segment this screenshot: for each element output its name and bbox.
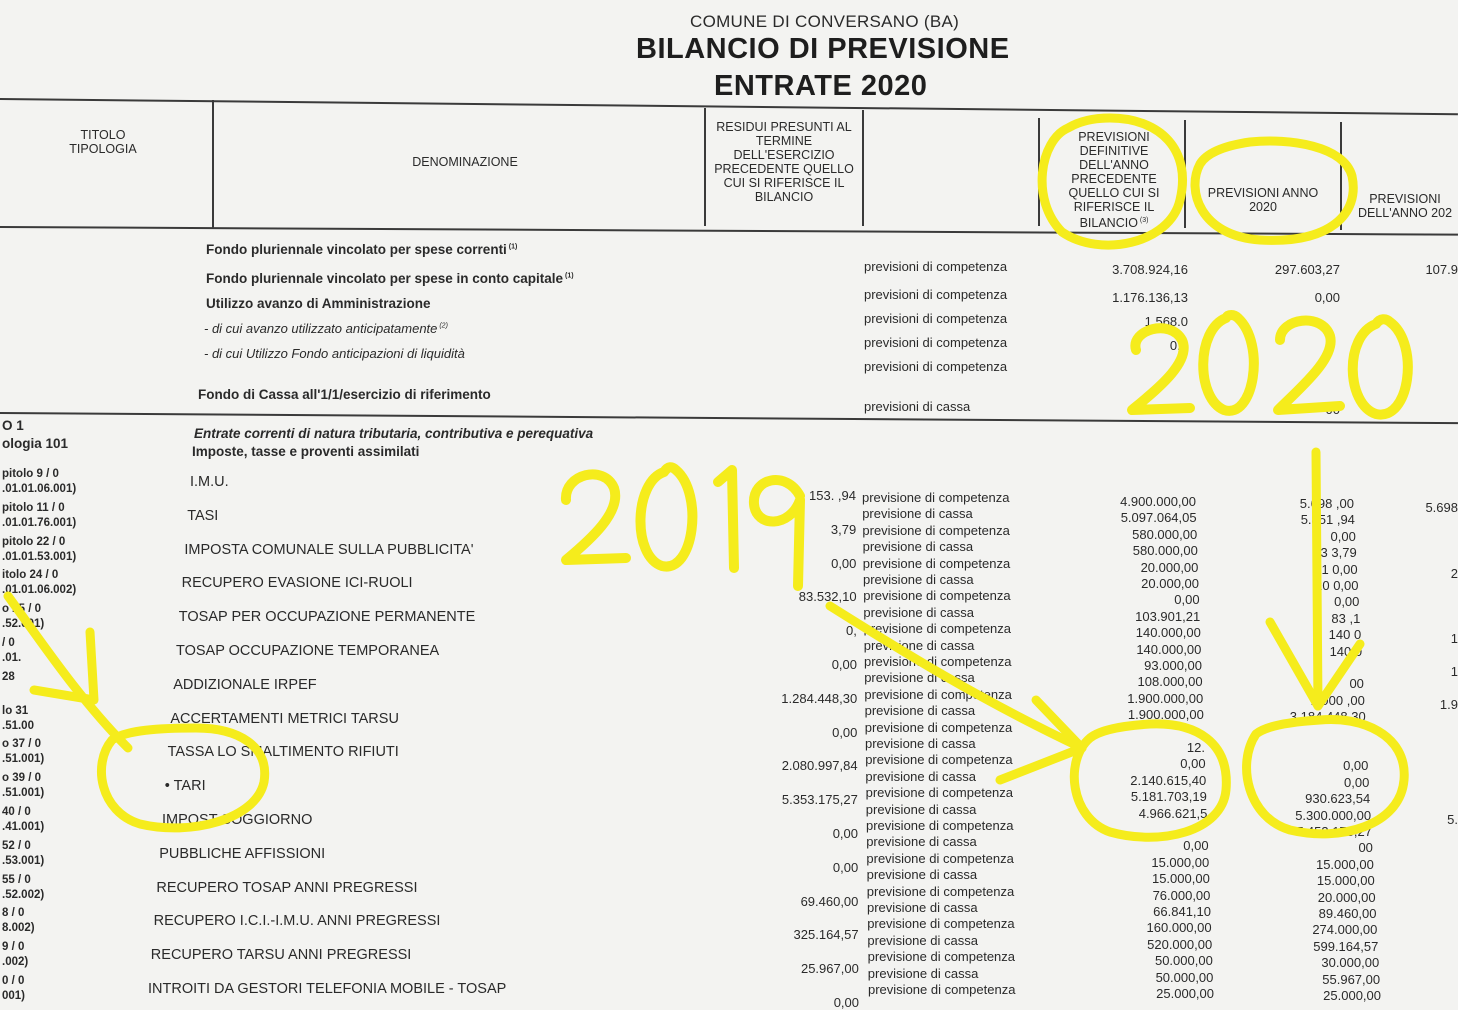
prev-2020-value: 1.900 ,00	[1310, 692, 1365, 708]
capitolo-code: 8.002)	[2, 922, 35, 935]
prev-2021-value: 1	[1450, 664, 1458, 679]
fondo-tipo: previsioni di cassa	[864, 399, 971, 414]
prev-2021-value: 5.698	[1425, 500, 1458, 515]
prev-definitive-value: 160.000,00	[1146, 920, 1212, 936]
prev-definitive-value: 0,00	[1174, 592, 1200, 608]
residui-value: 5.353.175,27	[781, 792, 858, 808]
residui-value: 69.460,00	[800, 893, 859, 909]
capitolo-code: .01.01.06.001)	[2, 483, 77, 495]
prev-2021-value: 1.9	[1439, 696, 1458, 712]
capitolo-code: .01.01.06.002)	[2, 584, 77, 597]
prev-2020-value: 5.698 ,00	[1299, 496, 1354, 511]
previsione-tipo: previsione di competenza	[862, 555, 1011, 571]
residui-value: 0,00	[831, 657, 857, 672]
fondo-label: Fondo pluriennale vincolato per spese correnti $^{(1)}$	[206, 242, 518, 257]
capitolo-code: .01.01.76.001)	[2, 516, 77, 529]
col-divider	[1038, 118, 1040, 226]
prev-2020-value: 00	[1349, 676, 1364, 692]
previsione-tipo: previsione di competenza	[865, 752, 1013, 768]
entry-denominazione: RECUPERO TARSU ANNI PREGRESSI	[150, 947, 412, 964]
prev-definitive-value: 1.900.000,00	[1127, 690, 1204, 706]
col-divider	[212, 100, 214, 228]
capitolo-code: 40 / 0	[2, 806, 31, 818]
entry-denominazione: TASI	[187, 507, 219, 524]
prev-2020-value: 20 0,00	[1315, 578, 1359, 593]
prev-definitive-value: 25.000,00	[1156, 986, 1214, 1001]
previsione-tipo: previsione di competenza	[866, 883, 1015, 899]
previsione-tipo: previsione di competenza	[866, 850, 1014, 866]
fondo-tipo: previsioni di competenza	[864, 335, 1008, 350]
previsione-tipo: previsione di cassa	[867, 932, 978, 948]
col-divider	[862, 110, 864, 226]
fondo-tipo: previsioni di competenza	[864, 359, 1008, 374]
prev-2020-value: 599.164,57	[1313, 938, 1379, 954]
capitolo-code: .002)	[2, 956, 29, 969]
previsione-tipo: previsione di cassa	[863, 637, 975, 653]
prev-2020-value: 3 3,79	[1320, 545, 1357, 561]
previsione-tipo: previsione di cassa	[865, 736, 976, 751]
capitolo-code: .41.001)	[2, 821, 45, 833]
capitolo-code: .51.001)	[2, 753, 45, 766]
prev-2020-value: 89.460,00	[1318, 906, 1377, 921]
residui-value: 0,00	[832, 724, 858, 740]
capitolo-code: 001)	[2, 990, 26, 1002]
header-prev-2021: PREVISIONI DELL'ANNO 202	[1357, 192, 1453, 220]
previsione-tipo: previsione di competenza	[864, 686, 1012, 702]
prev-definitive-value: 520.000,00	[1147, 936, 1213, 952]
previsione-tipo: previsione di cassa	[866, 867, 978, 883]
prev-definitive-value: 93.000,00	[1144, 658, 1202, 673]
capitolo-code: 55 / 0	[2, 873, 31, 886]
prev-definitive-value: 5.097.064,05	[1120, 510, 1197, 526]
prev-definitive-value: 580.000,00	[1132, 526, 1198, 542]
capitolo-code: pitolo 11 / 0	[2, 501, 65, 514]
previsione-tipo: previsione di competenza	[863, 588, 1011, 604]
previsione-tipo: previsione di competenza	[867, 916, 1015, 932]
entry-denominazione: TASSA LO SMALTIMENTO RIFIUTI	[167, 744, 399, 761]
residui-value: 2.080.997,84	[781, 758, 858, 774]
prev-2020-value: 7.453.175,27	[1296, 824, 1372, 839]
prev-2020-value: 25.000,00	[1323, 988, 1381, 1003]
entry-denominazione: ADDIZIONALE IRPEF	[173, 676, 317, 693]
fondo-footnote: (1)	[563, 272, 574, 280]
previsione-tipo: previsione di competenza	[866, 818, 1014, 833]
section-rule	[0, 412, 1458, 424]
residui-value: 25.967,00	[800, 961, 859, 977]
capitolo-code: / 0	[2, 637, 15, 649]
prev-definitive-value: 50.000,00	[1154, 953, 1213, 969]
prev-2020-value: 5.851 ,94	[1300, 512, 1355, 528]
fondo-label: - di cui avanzo utilizzato anticipatamente $^{(2)}$	[204, 321, 448, 336]
residui-value: 0,	[845, 623, 857, 639]
capitolo-code: itolo 24 / 0	[2, 569, 59, 582]
fondo-label: Utilizzo avanzo di Amministrazione	[206, 296, 431, 311]
fondo-label: - di cui Utilizzo Fondo anticipazioni di liquidità	[204, 346, 465, 361]
previsione-tipo: previsione di competenza	[863, 621, 1012, 637]
previsione-tipo: previsione di cassa	[865, 801, 977, 817]
capitolo-code: o 37 / 0	[2, 738, 41, 751]
fondo-tipo: previsioni di competenza	[864, 259, 1008, 274]
fondo-prev-def-value: 3.708.924,16	[1112, 262, 1188, 277]
document-subtitle: ENTRATE 2020	[714, 70, 928, 102]
header-denominazione: DENOMINAZIONE	[412, 155, 518, 169]
previsione-tipo: previsione di competenza	[864, 654, 1012, 669]
prev-2020-value: 21 0,00	[1314, 561, 1358, 577]
prev-definitive-value: 15.000,00	[1151, 854, 1210, 870]
previsione-tipo: previsione di cassa	[864, 703, 976, 719]
fondo-prev-def-value: 1.176.136,13	[1112, 290, 1188, 305]
prev-2020-value: 0,00	[1330, 528, 1356, 544]
fondo-prev-2020-value: 00	[1325, 402, 1340, 417]
prev-definitive-value: 4.900.000,00	[1120, 494, 1196, 509]
capitolo-code: 9 / 0	[2, 941, 25, 954]
col-divider	[1340, 122, 1342, 230]
prev-2020-value: 140 0	[1328, 627, 1362, 643]
capitolo-code: o 39 / 0	[2, 772, 41, 785]
residui-value: 0,00	[832, 859, 859, 875]
prev-definitive-value: 108.000,00	[1137, 674, 1203, 690]
prev-definitive-value: 76.000,00	[1152, 887, 1211, 903]
capitolo-code: o 25 / 0	[2, 603, 41, 616]
residui-value: 3,79	[830, 521, 857, 537]
header-prev-definitive: PREVISIONI DEFINITIVE DELL'ANNO PRECEDENTE QUELLO CUI SI RIFERISCE IL BILANCIO $^{(3)}$	[1068, 130, 1160, 231]
col-divider	[704, 108, 706, 226]
prev-2021-value: 1	[1450, 631, 1458, 647]
prev-2020-value: 930.623,54	[1305, 791, 1371, 807]
municipality-name: COMUNE DI CONVERSANO (BA)	[690, 12, 960, 31]
entry-denominazione: TOSAP PER OCCUPAZIONE PERMANENTE	[178, 609, 476, 626]
prev-2020-value: 0,00	[1344, 774, 1370, 790]
prev-2020-value: 55.967,00	[1322, 971, 1381, 987]
entry-denominazione: IMPOSTA COMUNALE SULLA PUBBLICITA'	[184, 541, 474, 558]
prev-definitive-value: 2.140.615,40	[1130, 772, 1207, 788]
capitolo-code: .51.001)	[2, 787, 45, 800]
capitolo-code: lo 31	[2, 704, 29, 717]
fondo-label: Fondo di Cassa all'1/1/esercizio di riferimento	[198, 387, 491, 402]
prev-2020-value: 15.000,00	[1315, 856, 1374, 872]
prev-2020-value: 30.000,00	[1321, 955, 1380, 971]
prev-definitive-value: 103.901,21	[1135, 608, 1201, 624]
residui-value: 153. ,94	[809, 488, 856, 503]
entry-denominazione: IMPOST SOGGIORNO	[162, 812, 313, 828]
fondo-footnote: (1)	[506, 243, 518, 251]
prev-2020-value: 0,00	[1343, 758, 1369, 774]
prev-2020-value: 00	[1358, 840, 1373, 856]
prev-2020-value: 3.184.448,30	[1289, 709, 1366, 725]
residui-value: 325.164,57	[793, 927, 859, 943]
previsione-tipo: previsione di cassa	[867, 900, 978, 915]
prev-definitive-value: 20.000,00	[1140, 559, 1199, 575]
fondo-prev-def-value: 1.568.0	[1144, 314, 1188, 329]
previsione-tipo: previsione di competenza	[867, 949, 1016, 965]
header-titolo: TITOLO TIPOLOGIA	[69, 128, 137, 156]
entry-denominazione: • TARI	[164, 778, 206, 795]
residui-value: 0,00	[831, 555, 857, 571]
residui-value: 83.532,10	[798, 589, 857, 605]
prev-definitive-value: 140.000,00	[1136, 641, 1202, 657]
previsione-tipo: previsione di cassa	[863, 604, 974, 620]
prev-definitive-value: 4.966.621,5	[1138, 805, 1208, 821]
prev-definitive-value: 50.000,00	[1155, 969, 1214, 985]
col-divider	[1184, 120, 1186, 228]
document-title: BILANCIO DI PREVISIONE	[636, 33, 1010, 65]
fondo-tipo: previsioni di competenza	[864, 287, 1008, 302]
section-titolo: O 1	[2, 418, 24, 433]
prev-2020-value: 15.000,00	[1316, 873, 1375, 889]
previsione-tipo: previsione di cassa	[865, 768, 976, 784]
fondo-tipo: previsioni di competenza	[864, 311, 1008, 326]
prev-2021-value: 2	[1450, 565, 1458, 581]
capitolo-code: .51.00	[2, 719, 34, 732]
prev-definitive-value: 0,00	[1183, 838, 1209, 854]
previsione-tipo: previsione di cassa	[862, 506, 973, 522]
entry-denominazione: ACCERTAMENTI METRICI TARSU	[170, 710, 399, 727]
fondo-prev-2020-value: 0,00	[1314, 290, 1340, 305]
capitolo-code: .01.01.53.001)	[2, 550, 77, 563]
prev-2020-value: 274.000,00	[1312, 922, 1378, 938]
prev-definitive-value: 66.841,10	[1153, 904, 1211, 919]
fondo-prev-def-value: 0,0	[1169, 338, 1188, 353]
entry-denominazione: INTROITI DA GESTORI TELEFONIA MOBILE - TOSAP	[148, 981, 507, 997]
fondo-prev-2020-value: 297.603,27	[1274, 262, 1340, 277]
entry-denominazione: RECUPERO TOSAP ANNI PREGRESSI	[156, 879, 418, 896]
prev-2020-value: 83 ,1	[1331, 610, 1361, 626]
capitolo-code: pitolo 9 / 0	[2, 468, 59, 480]
previsione-tipo: previsione di cassa	[866, 834, 977, 850]
prev-definitive-value: 5.181.703,19	[1130, 789, 1207, 805]
capitolo-code: .52.001)	[2, 618, 45, 631]
prev-definitive-value: 0,00	[1180, 756, 1206, 772]
residui-value: 1.284.448,30	[781, 690, 858, 706]
prev-2020-value: 5.300.000,00	[1295, 807, 1372, 823]
header-residui: RESIDUI PRESUNTI AL TERMINE DELL'ESERCIZIO PRECEDENTE QUELLO CUI SI RIFERISCE IL BILANCIO	[714, 120, 854, 204]
capitolo-code: 0 / 0	[2, 975, 25, 987]
previsione-tipo: previsione di competenza	[868, 982, 1016, 997]
residui-value: 0,00	[832, 826, 858, 841]
prev-definitive-value: 15.000,00	[1151, 871, 1210, 887]
capitolo-code: .01.	[2, 652, 22, 664]
capitolo-code: .52.002)	[2, 888, 45, 901]
previsione-tipo: previsione di competenza	[862, 522, 1010, 538]
entry-denominazione: I.M.U.	[190, 474, 229, 490]
prev-definitive-value: 1.900.000,00	[1127, 707, 1204, 723]
previsione-tipo: previsione di cassa	[862, 539, 974, 555]
capitolo-code: 28	[2, 670, 15, 683]
prev-2020-value: 140 0	[1329, 643, 1363, 659]
prev-2020-value: 0,00	[1334, 594, 1360, 610]
fondo-footnote: (2)	[437, 322, 448, 330]
entry-denominazione: PUBBLICHE AFFISSIONI	[159, 845, 326, 862]
entry-denominazione: RECUPERO I.C.I.-I.M.U. ANNI PREGRESSI	[153, 913, 441, 930]
header-prev-2020: PREVISIONI ANNO 2020	[1207, 186, 1319, 214]
capitolo-code: 52 / 0	[2, 839, 31, 852]
prev-definitive-value: 12.	[1186, 740, 1205, 755]
fondo-prev-2021-value: 107.9	[1425, 262, 1458, 277]
section-titolo-desc: Entrate correnti di natura tributaria, contributiva e perequativa	[194, 426, 594, 441]
prev-definitive-value: 580.000,00	[1132, 543, 1198, 559]
residui-value: 0,00	[833, 995, 859, 1010]
section-tipologia: ologia 101	[2, 436, 69, 451]
previsione-tipo: previsione di cassa	[864, 670, 975, 686]
capitolo-code: .53.001)	[2, 854, 45, 867]
entry-denominazione: RECUPERO EVASIONE ICI-RUOLI	[181, 575, 413, 592]
previsione-tipo: previsione di competenza	[862, 490, 1010, 505]
previsione-tipo: previsione di cassa	[867, 965, 979, 981]
prev-2021-value: 5.	[1447, 811, 1458, 827]
entry-denominazione: TOSAP OCCUPAZIONE TEMPORANEA	[176, 643, 440, 659]
header-bottom-rule	[0, 226, 1458, 236]
prev-definitive-value: 140.000,00	[1135, 625, 1201, 641]
previsione-tipo: previsione di competenza	[864, 719, 1013, 735]
previsione-tipo: previsione di cassa	[863, 572, 974, 587]
capitolo-code: 8 / 0	[2, 907, 25, 920]
previsione-tipo: previsione di competenza	[865, 785, 1014, 801]
prev-2020-value: 20.000,00	[1317, 889, 1376, 905]
capitolo-code: pitolo 22 / 0	[2, 535, 66, 548]
fondo-label: Fondo pluriennale vincolato per spese in conto capitale $^{(1)}$	[206, 271, 574, 286]
prev-definitive-value: 20.000,00	[1141, 576, 1199, 591]
section-tipologia-desc: Imposte, tasse e proventi assimilati	[192, 444, 420, 459]
